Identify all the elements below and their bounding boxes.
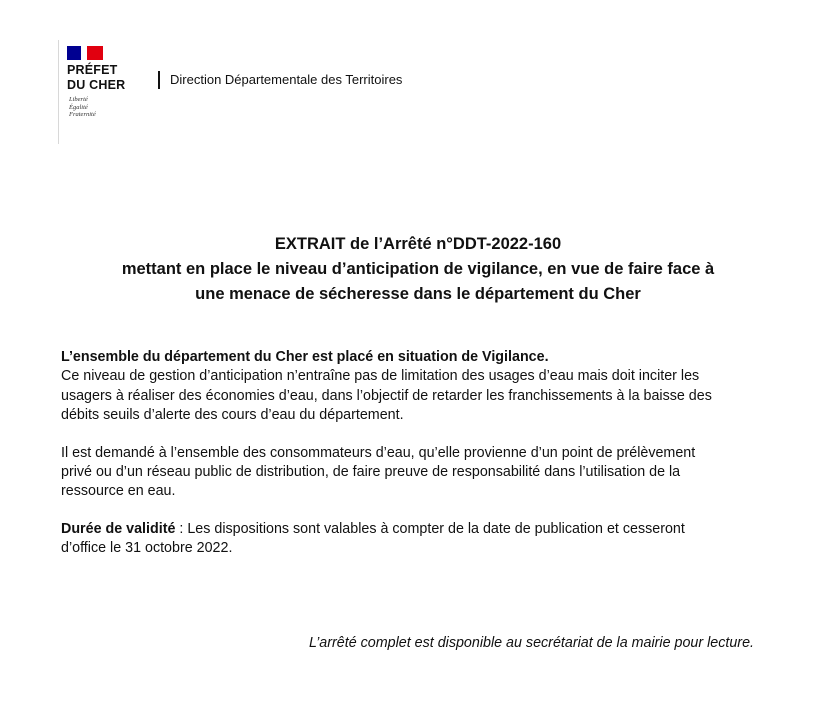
document-body — [61, 348, 761, 559]
validity-label: Durée de validité — [61, 520, 176, 537]
devise-liberte: Liberté — [69, 96, 88, 103]
flag-blue — [67, 46, 81, 60]
document-title — [0, 232, 836, 307]
header — [58, 40, 558, 146]
flag-red — [87, 46, 103, 60]
paragraph-2-line-2: privé ou d’un réseau public de distribution, de faire preuve de responsabilité dans l’utilisation de la — [61, 464, 681, 481]
title-line-2: mettant en place le niveau d’anticipation de vigilance, en vue de faire face à — [121, 260, 715, 278]
paragraph-1-line-2: usagers à réaliser des économies d’eau, dans l’objectif de retarder les franchissements à la baisse des — [61, 387, 712, 404]
paragraph-2-line-1: Il est demandé à l’ensemble des consommateurs d’eau, qu’elle provienne d’un point de prélèvement — [61, 444, 696, 461]
validity-line-2: d’office le 31 octobre 2022. — [61, 540, 233, 557]
validity-paragraph — [61, 520, 761, 559]
paragraph-2-line-3: ressource en eau. — [61, 483, 176, 500]
devise — [69, 96, 96, 119]
prefet-line-2: DU CHER — [67, 78, 126, 92]
header-divider — [58, 40, 59, 144]
body-heading: L’ensemble du département du Cher est placé en situation de Vigilance. — [61, 349, 549, 365]
devise-fraternite: Fraternité — [69, 111, 96, 118]
paragraph-1-line-3: débits seuils d’alerte des cours d’eau du département. — [61, 407, 404, 424]
devise-egalite: Égalité — [69, 103, 88, 111]
prefet-line-1: PRÉFET — [67, 63, 118, 77]
paragraph-1-line-1: Ce niveau de gestion d’anticipation n’entraîne pas de limitation des usages d’eau mais doit inciter les — [61, 368, 700, 385]
direction-name: Direction Départementale des Territoires — [170, 72, 403, 87]
title-line-1: EXTRAIT de l’Arrêté n°DDT-2022-160 — [274, 235, 562, 253]
footer-note: L’arrêté complet est disponible au secrétariat de la mairie pour lecture. — [308, 635, 754, 651]
validity-line-1 — [61, 520, 761, 539]
marianne-logo — [67, 46, 111, 60]
prefet-block — [67, 63, 125, 93]
paragraph-1 — [61, 367, 761, 425]
paragraph-2 — [61, 444, 761, 502]
title-line-3: une menace de sécheresse dans le département du Cher — [195, 285, 641, 303]
header-separator — [158, 71, 160, 89]
validity-text-1: : Les dispositions sont valables à compter de la date de publication et cesseront — [175, 520, 685, 537]
